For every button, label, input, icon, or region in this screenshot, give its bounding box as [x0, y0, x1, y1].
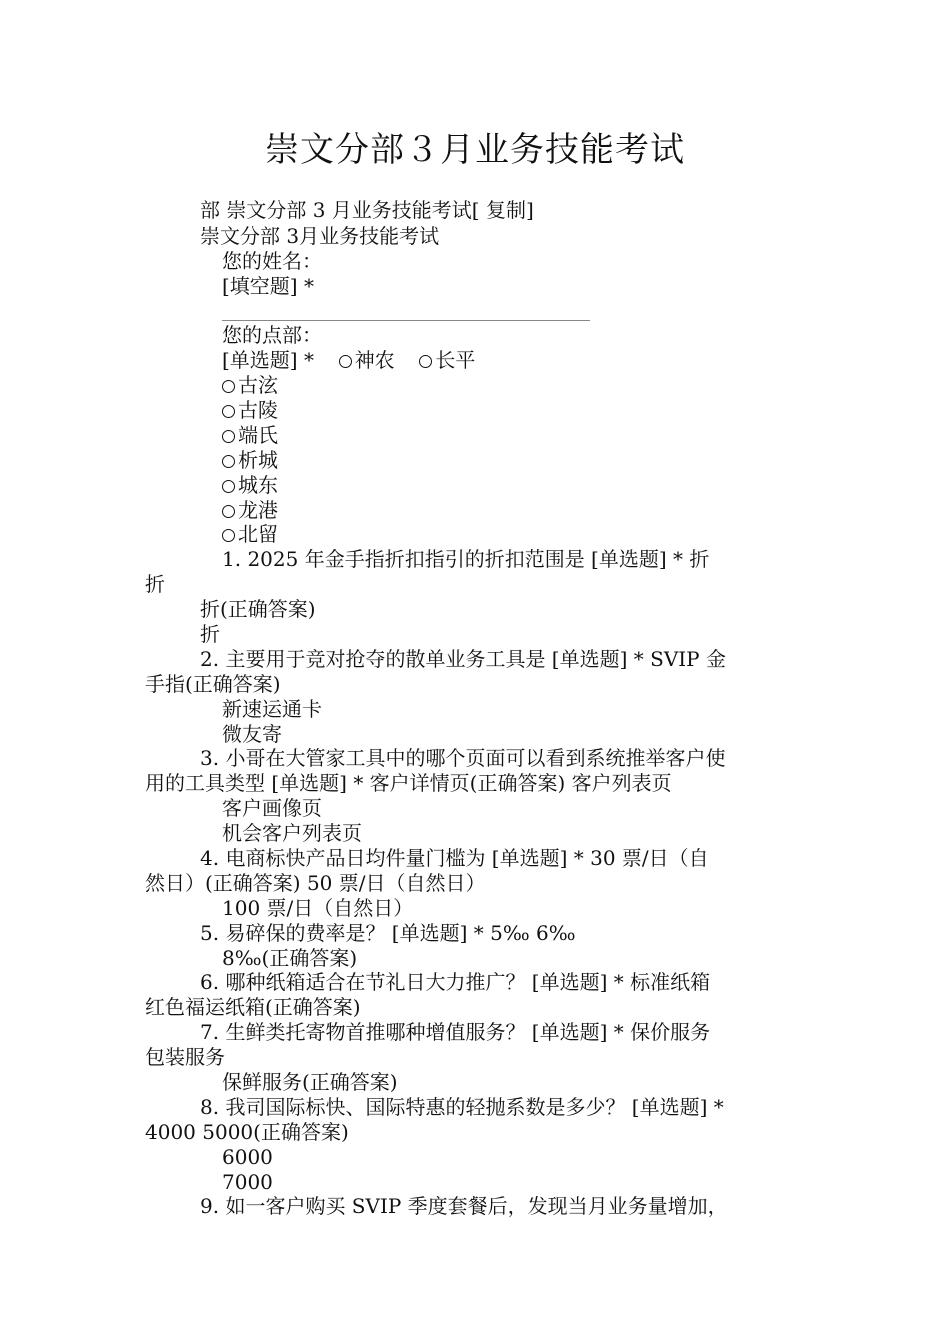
radio-circle-icon	[222, 529, 235, 542]
answer-option: 新速运通卡	[222, 697, 322, 721]
name-input-line[interactable]	[222, 320, 590, 321]
answer-option: 微友寄	[222, 722, 282, 746]
radio-circle-icon	[419, 355, 432, 368]
radio-circle-icon	[222, 405, 235, 418]
question-line: 用的工具类型 [单选题] * 客户详情页(正确答案) 客户列表页	[145, 771, 672, 795]
answer-option: 折(正确答案)	[200, 597, 316, 621]
question-line: 红色福运纸箱(正确答案)	[145, 995, 361, 1019]
answer-option: 8‰(正确答案)	[222, 946, 358, 970]
branch-question-type: [单选题] *	[222, 348, 314, 372]
question-4: 4. 电商标快产品日均件量门槛为 [单选题] * 30 票/日（自	[200, 846, 709, 870]
radio-option[interactable]: 龙港	[222, 498, 278, 523]
question-3: 3. 小哥在大管家工具中的哪个页面可以看到系统推举客户使	[200, 746, 726, 770]
radio-circle-icon	[222, 480, 235, 493]
radio-circle-icon	[222, 505, 235, 518]
question-6: 6. 哪种纸箱适合在节礼日大力推广？ [单选题] * 标准纸箱	[200, 970, 711, 994]
radio-circle-icon	[222, 430, 235, 443]
answer-option: 100 票/日（自然日）	[222, 896, 414, 920]
answer-option: 机会客户列表页	[222, 821, 362, 845]
radio-circle-icon	[339, 355, 352, 368]
radio-option[interactable]: 长平	[419, 348, 475, 372]
radio-option[interactable]: 神农	[339, 348, 395, 372]
answer-option: 保鲜服务(正确答案)	[222, 1070, 398, 1094]
answer-option: 客户画像页	[222, 796, 322, 820]
question-8: 8. 我司国际标快、国际特惠的轻抛系数是多少？ [单选题] *	[200, 1095, 724, 1119]
question-7: 7. 生鲜类托寄物首推哪种增值服务？ [单选题] * 保价服务	[200, 1020, 711, 1044]
radio-option[interactable]: 城东	[222, 473, 278, 498]
question-line: 4000 5000(正确答案)	[145, 1120, 349, 1144]
header-line-2: 崇文分部 3月业务技能考试	[200, 224, 440, 248]
question-2: 2. 主要用于竞对抢夺的散单业务工具是 [单选题] * SVIP 金	[200, 647, 726, 671]
name-question-label: 您的姓名：	[222, 249, 322, 273]
answer-option: 折	[200, 622, 220, 646]
branch-question-label: 您的点部：	[222, 323, 322, 347]
question-line: 手指(正确答案)	[145, 672, 281, 696]
answer-option: 6000	[222, 1145, 273, 1169]
page-title: 崇文分部３月业务技能考试	[265, 130, 685, 170]
answer-option: 7000	[222, 1170, 273, 1194]
name-question-type: [填空题] *	[222, 274, 314, 298]
branch-question-row	[222, 348, 475, 373]
radio-circle-icon	[222, 380, 235, 393]
radio-circle-icon	[222, 455, 235, 468]
radio-option[interactable]: 古泫	[222, 373, 278, 398]
radio-option[interactable]: 北留	[222, 522, 278, 547]
radio-option[interactable]: 古陵	[222, 398, 278, 423]
radio-option[interactable]: 析城	[222, 448, 278, 473]
question-9: 9. 如一客户购买 SVIP 季度套餐后，发现当月业务量增加，	[200, 1194, 728, 1218]
question-1: 1. 2025 年金手指折扣指引的折扣范围是 [单选题] * 折	[222, 547, 710, 571]
radio-option[interactable]: 端氏	[222, 423, 278, 448]
question-5: 5. 易碎保的费率是？ [单选题] * 5‰ 6‰	[200, 921, 576, 945]
question-line: 然日）(正确答案) 50 票/日（自然日）	[145, 871, 486, 895]
header-line-1: 部 崇文分部 3 月业务技能考试[ 复制]	[200, 198, 534, 222]
question-line: 包装服务	[145, 1045, 225, 1069]
question-line: 折	[145, 572, 165, 596]
